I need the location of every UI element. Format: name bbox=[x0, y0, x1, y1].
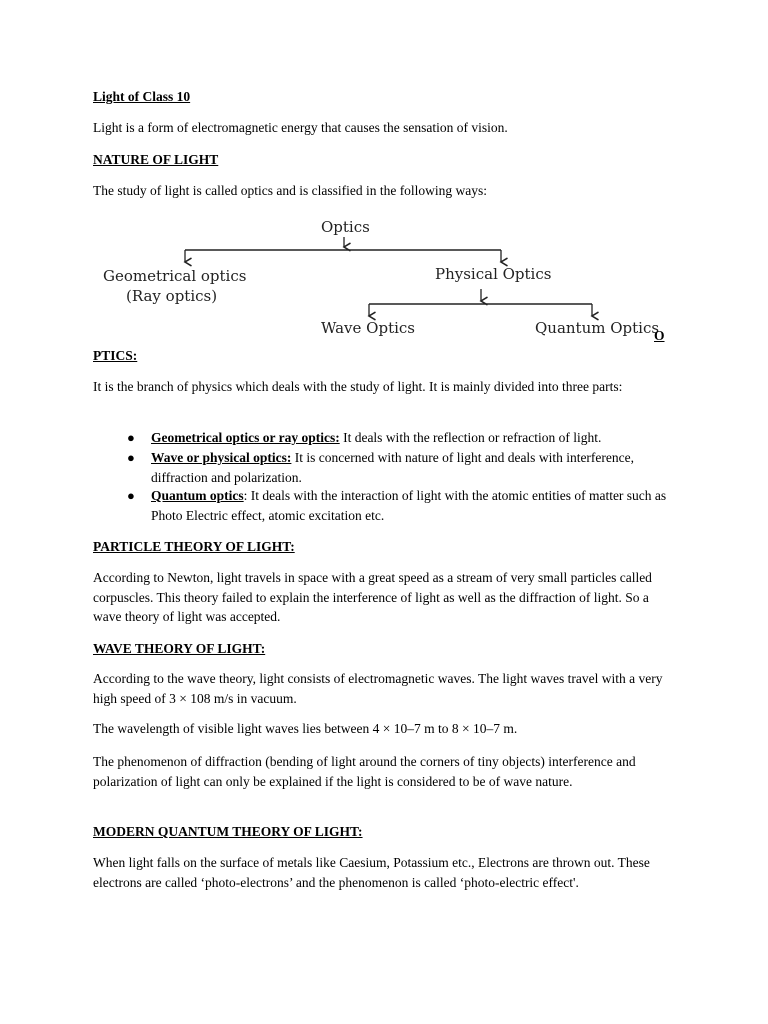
bullet-text: It deals with the reflection or refraction of light. bbox=[339, 430, 602, 445]
nature-paragraph: The study of light is called optics and is classified in the following ways: bbox=[93, 183, 488, 198]
bullet-text: It is concerned with nature of light and deals with interference, diffraction and polarization. bbox=[151, 450, 635, 485]
quantum-heading: MODERN QUANTUM THEORY OF LIGHT: bbox=[93, 824, 363, 839]
bullet-item bbox=[151, 448, 681, 487]
bullet-dot: ● bbox=[127, 430, 135, 445]
optics-paragraph: It is the branch of physics which deals with the study of light. It is mainly divided into three parts: bbox=[93, 379, 623, 394]
geometrical-optics-label: Geometrical optics bbox=[103, 267, 247, 285]
wave-paragraph-2: The wavelength of visible light waves lies between 4 × 10–7 m to 8 × 10–7 m. bbox=[93, 721, 518, 736]
ray-optics-label: (Ray optics) bbox=[126, 287, 218, 305]
bullet-term: Quantum optics bbox=[151, 488, 244, 503]
nature-heading: NATURE OF LIGHT bbox=[93, 152, 219, 167]
particle-heading: PARTICLE THEORY OF LIGHT: bbox=[93, 539, 295, 554]
document-title: Light of Class 10 bbox=[93, 89, 191, 104]
intro-paragraph: Light is a form of electromagnetic energy that causes the sensation of vision. bbox=[93, 120, 508, 135]
bullet-item bbox=[151, 428, 681, 448]
particle-paragraph: According to Newton, light travels in space with a great speed as a stream of very small particles called corpuscles. This theory failed to explain the interference of light as well as the diffraction of light. So a wave theory of light was accepted. bbox=[93, 570, 652, 624]
wave-paragraph-3: The phenomenon of diffraction (bending of light around the corners of tiny objects) interference and polarization of light can only be explained if the light is considered to be of wave nature. bbox=[93, 754, 636, 789]
diagram-root-label: Optics bbox=[321, 218, 370, 236]
quantum-paragraph: When light falls on the surface of metals like Caesium, Potassium etc., Electrons are thrown out. These electrons are called ‘photo-electrons’ and the phenomenon is called ‘photo-electric effect'. bbox=[93, 855, 650, 890]
wave-paragraph-1: According to the wave theory, light consists of electromagnetic waves. The light waves travel with a very high speed of 3 × 108 m/s in vacuum. bbox=[93, 671, 663, 706]
bullet-dot: ● bbox=[127, 450, 135, 465]
bullet-dot: ● bbox=[127, 488, 135, 503]
quantum-optics-label: Quantum Optics bbox=[535, 319, 660, 337]
optics-classification-diagram bbox=[95, 214, 675, 344]
bullet-term: Geometrical optics or ray optics: bbox=[151, 430, 340, 445]
bullet-text: : It deals with the interaction of light with the atomic entities of matter such as Photo Electric effect, atomic excitation etc. bbox=[151, 488, 667, 523]
wave-heading: WAVE THEORY OF LIGHT: bbox=[93, 641, 266, 656]
wave-optics-label: Wave Optics bbox=[321, 319, 415, 337]
stray-o-mark: O bbox=[654, 328, 665, 343]
bullet-term: Wave or physical optics: bbox=[151, 450, 292, 465]
physical-optics-label: Physical Optics bbox=[435, 265, 552, 283]
diagram-svg bbox=[95, 214, 675, 344]
bullet-item bbox=[151, 486, 681, 525]
optics-heading: PTICS: bbox=[93, 348, 138, 363]
